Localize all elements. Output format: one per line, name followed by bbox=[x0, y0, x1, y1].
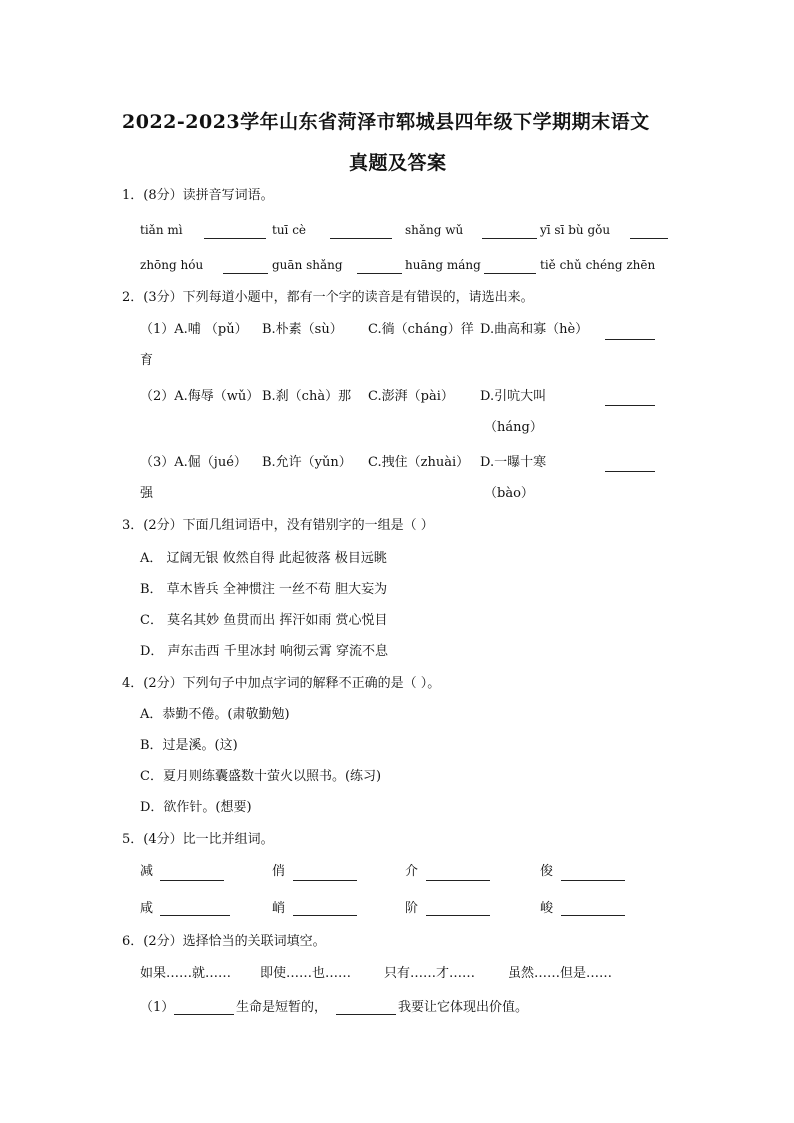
q2-1-option-c: C.徜（cháng）徉 bbox=[368, 322, 474, 337]
q2-1-option-a: （1）A.哺 （pǔ） bbox=[140, 322, 248, 337]
q2-stem: 2．(3分）下列每道小题中，都有一个字的读音是有错误的，请选出来。 bbox=[122, 290, 534, 305]
q2-1-answer-blank[interactable] bbox=[605, 339, 655, 340]
q6-choice-4: 虽然……但是…… bbox=[508, 966, 613, 981]
q6-choice-3: 只有……才…… bbox=[384, 966, 476, 981]
q5-answer-blank-5[interactable] bbox=[160, 915, 230, 916]
q5-char-3: 介 bbox=[405, 864, 419, 879]
q3-option-d: D． 声东击西 千里冰封 响彻云霄 穿流不息 bbox=[140, 644, 388, 659]
q6-1-number: （1） bbox=[140, 1000, 175, 1015]
q5-answer-blank-3[interactable] bbox=[426, 880, 490, 881]
q5-char-8: 峻 bbox=[540, 901, 554, 916]
q5-answer-blank-8[interactable] bbox=[561, 915, 625, 916]
q1-pinyin-7: huāng máng bbox=[405, 258, 481, 272]
q4-option-a: A．恭勤不倦。(肃敬勤勉) bbox=[140, 707, 290, 722]
q1-answer-blank-5[interactable] bbox=[223, 273, 268, 274]
q6-stem: 6．(2分）选择恰当的关联词填空。 bbox=[122, 934, 326, 949]
q1-answer-blank-2[interactable] bbox=[330, 238, 392, 239]
q5-char-6: 峭 bbox=[272, 901, 286, 916]
q4-stem: 4．(2分）下列句子中加点字词的解释不正确的是（ ）。 bbox=[122, 676, 441, 691]
q4-option-d: D．欲作针。(想要) bbox=[140, 800, 252, 815]
q2-3-option-b: B.允许（yǔn） bbox=[262, 455, 352, 470]
q4-option-c: C．夏月则练囊盛数十萤火以照书。(练习) bbox=[140, 769, 382, 784]
q5-answer-blank-6[interactable] bbox=[293, 915, 357, 916]
q1-pinyin-1: tiǎn mì bbox=[140, 223, 183, 237]
q1-answer-blank-4[interactable] bbox=[630, 238, 668, 239]
q2-2-answer-blank[interactable] bbox=[605, 405, 655, 406]
q2-3-option-a: （3）A.倔（jué） bbox=[140, 455, 247, 470]
q2-2-option-b: B.刹（chà）那 bbox=[262, 389, 352, 404]
q1-pinyin-6: guān shǎng bbox=[272, 258, 343, 272]
q5-answer-blank-1[interactable] bbox=[160, 880, 224, 881]
q2-2-option-a: （2）A.侮辱（wǔ） bbox=[140, 389, 260, 404]
q2-3-option-c: C.拽住（zhuài） bbox=[368, 455, 470, 470]
q2-1-option-b: B.朴素（sù） bbox=[262, 322, 343, 337]
q6-1-answer-blank-2[interactable] bbox=[336, 1014, 396, 1015]
q5-answer-blank-7[interactable] bbox=[426, 915, 490, 916]
q5-stem: 5．(4分）比一比并组词。 bbox=[122, 832, 274, 847]
q2-2-option-d: D.引吭大叫 bbox=[480, 389, 547, 404]
q1-pinyin-5: zhōng hóu bbox=[140, 258, 204, 272]
q1-answer-blank-6[interactable] bbox=[357, 273, 402, 274]
q2-1-tail: 育 bbox=[140, 353, 154, 368]
q6-choice-2: 即使……也…… bbox=[260, 966, 352, 981]
q6-1-text-middle: 生命是短暂的， bbox=[236, 1000, 328, 1015]
q3-option-a: A． 辽阔无银 攸然自得 此起彼落 极目远眺 bbox=[140, 551, 387, 566]
q3-option-b: B． 草木皆兵 全神惯注 一丝不苟 胆大妄为 bbox=[140, 582, 388, 597]
q5-char-2: 俏 bbox=[272, 864, 286, 879]
q1-answer-blank-1[interactable] bbox=[204, 238, 266, 239]
q1-stem: 1．(8分）读拼音写词语。 bbox=[122, 188, 274, 203]
q3-stem: 3．(2分）下面几组词语中，没有错别字的一组是（ ） bbox=[122, 518, 434, 533]
page-title-line2: 真题及答案 bbox=[349, 152, 447, 174]
q5-char-1: 减 bbox=[140, 864, 154, 879]
q2-3-tail2: （bào） bbox=[484, 486, 534, 501]
q1-pinyin-8: tiě chǔ chéng zhēn bbox=[540, 258, 656, 272]
q1-pinyin-2: tuī cè bbox=[272, 223, 307, 237]
q5-char-4: 俊 bbox=[540, 864, 554, 879]
q2-3-tail1: 强 bbox=[140, 486, 154, 501]
q6-1-answer-blank-1[interactable] bbox=[174, 1014, 234, 1015]
q4-option-b: B．过是溪。(这) bbox=[140, 738, 238, 753]
q2-2-tail: （háng） bbox=[484, 420, 543, 435]
q3-option-c: C． 莫名其妙 鱼贯而出 挥汗如雨 赏心悦目 bbox=[140, 613, 388, 628]
q2-3-option-d: D.一曝十寒 bbox=[480, 455, 547, 470]
q1-answer-blank-7[interactable] bbox=[484, 273, 536, 274]
q2-1-option-d: D.曲高和寡（hè） bbox=[480, 322, 589, 337]
q1-pinyin-3: shǎng wǔ bbox=[405, 223, 464, 237]
q5-answer-blank-4[interactable] bbox=[561, 880, 625, 881]
q1-pinyin-4: yī sī bù gǒu bbox=[540, 223, 611, 237]
q5-char-5: 咸 bbox=[140, 901, 154, 916]
q2-3-answer-blank[interactable] bbox=[605, 471, 655, 472]
q1-answer-blank-3[interactable] bbox=[482, 238, 537, 239]
q6-choice-1: 如果……就…… bbox=[140, 966, 232, 981]
q5-answer-blank-2[interactable] bbox=[293, 880, 357, 881]
page-title-line1: 2022-2023学年山东省菏泽市郓城县四年级下学期期末语文 bbox=[122, 111, 650, 133]
q6-1-text-end: 我要让它体现出价值。 bbox=[398, 1000, 529, 1015]
q2-2-option-c: C.澎湃（pài） bbox=[368, 389, 454, 404]
q5-char-7: 阶 bbox=[405, 901, 419, 916]
